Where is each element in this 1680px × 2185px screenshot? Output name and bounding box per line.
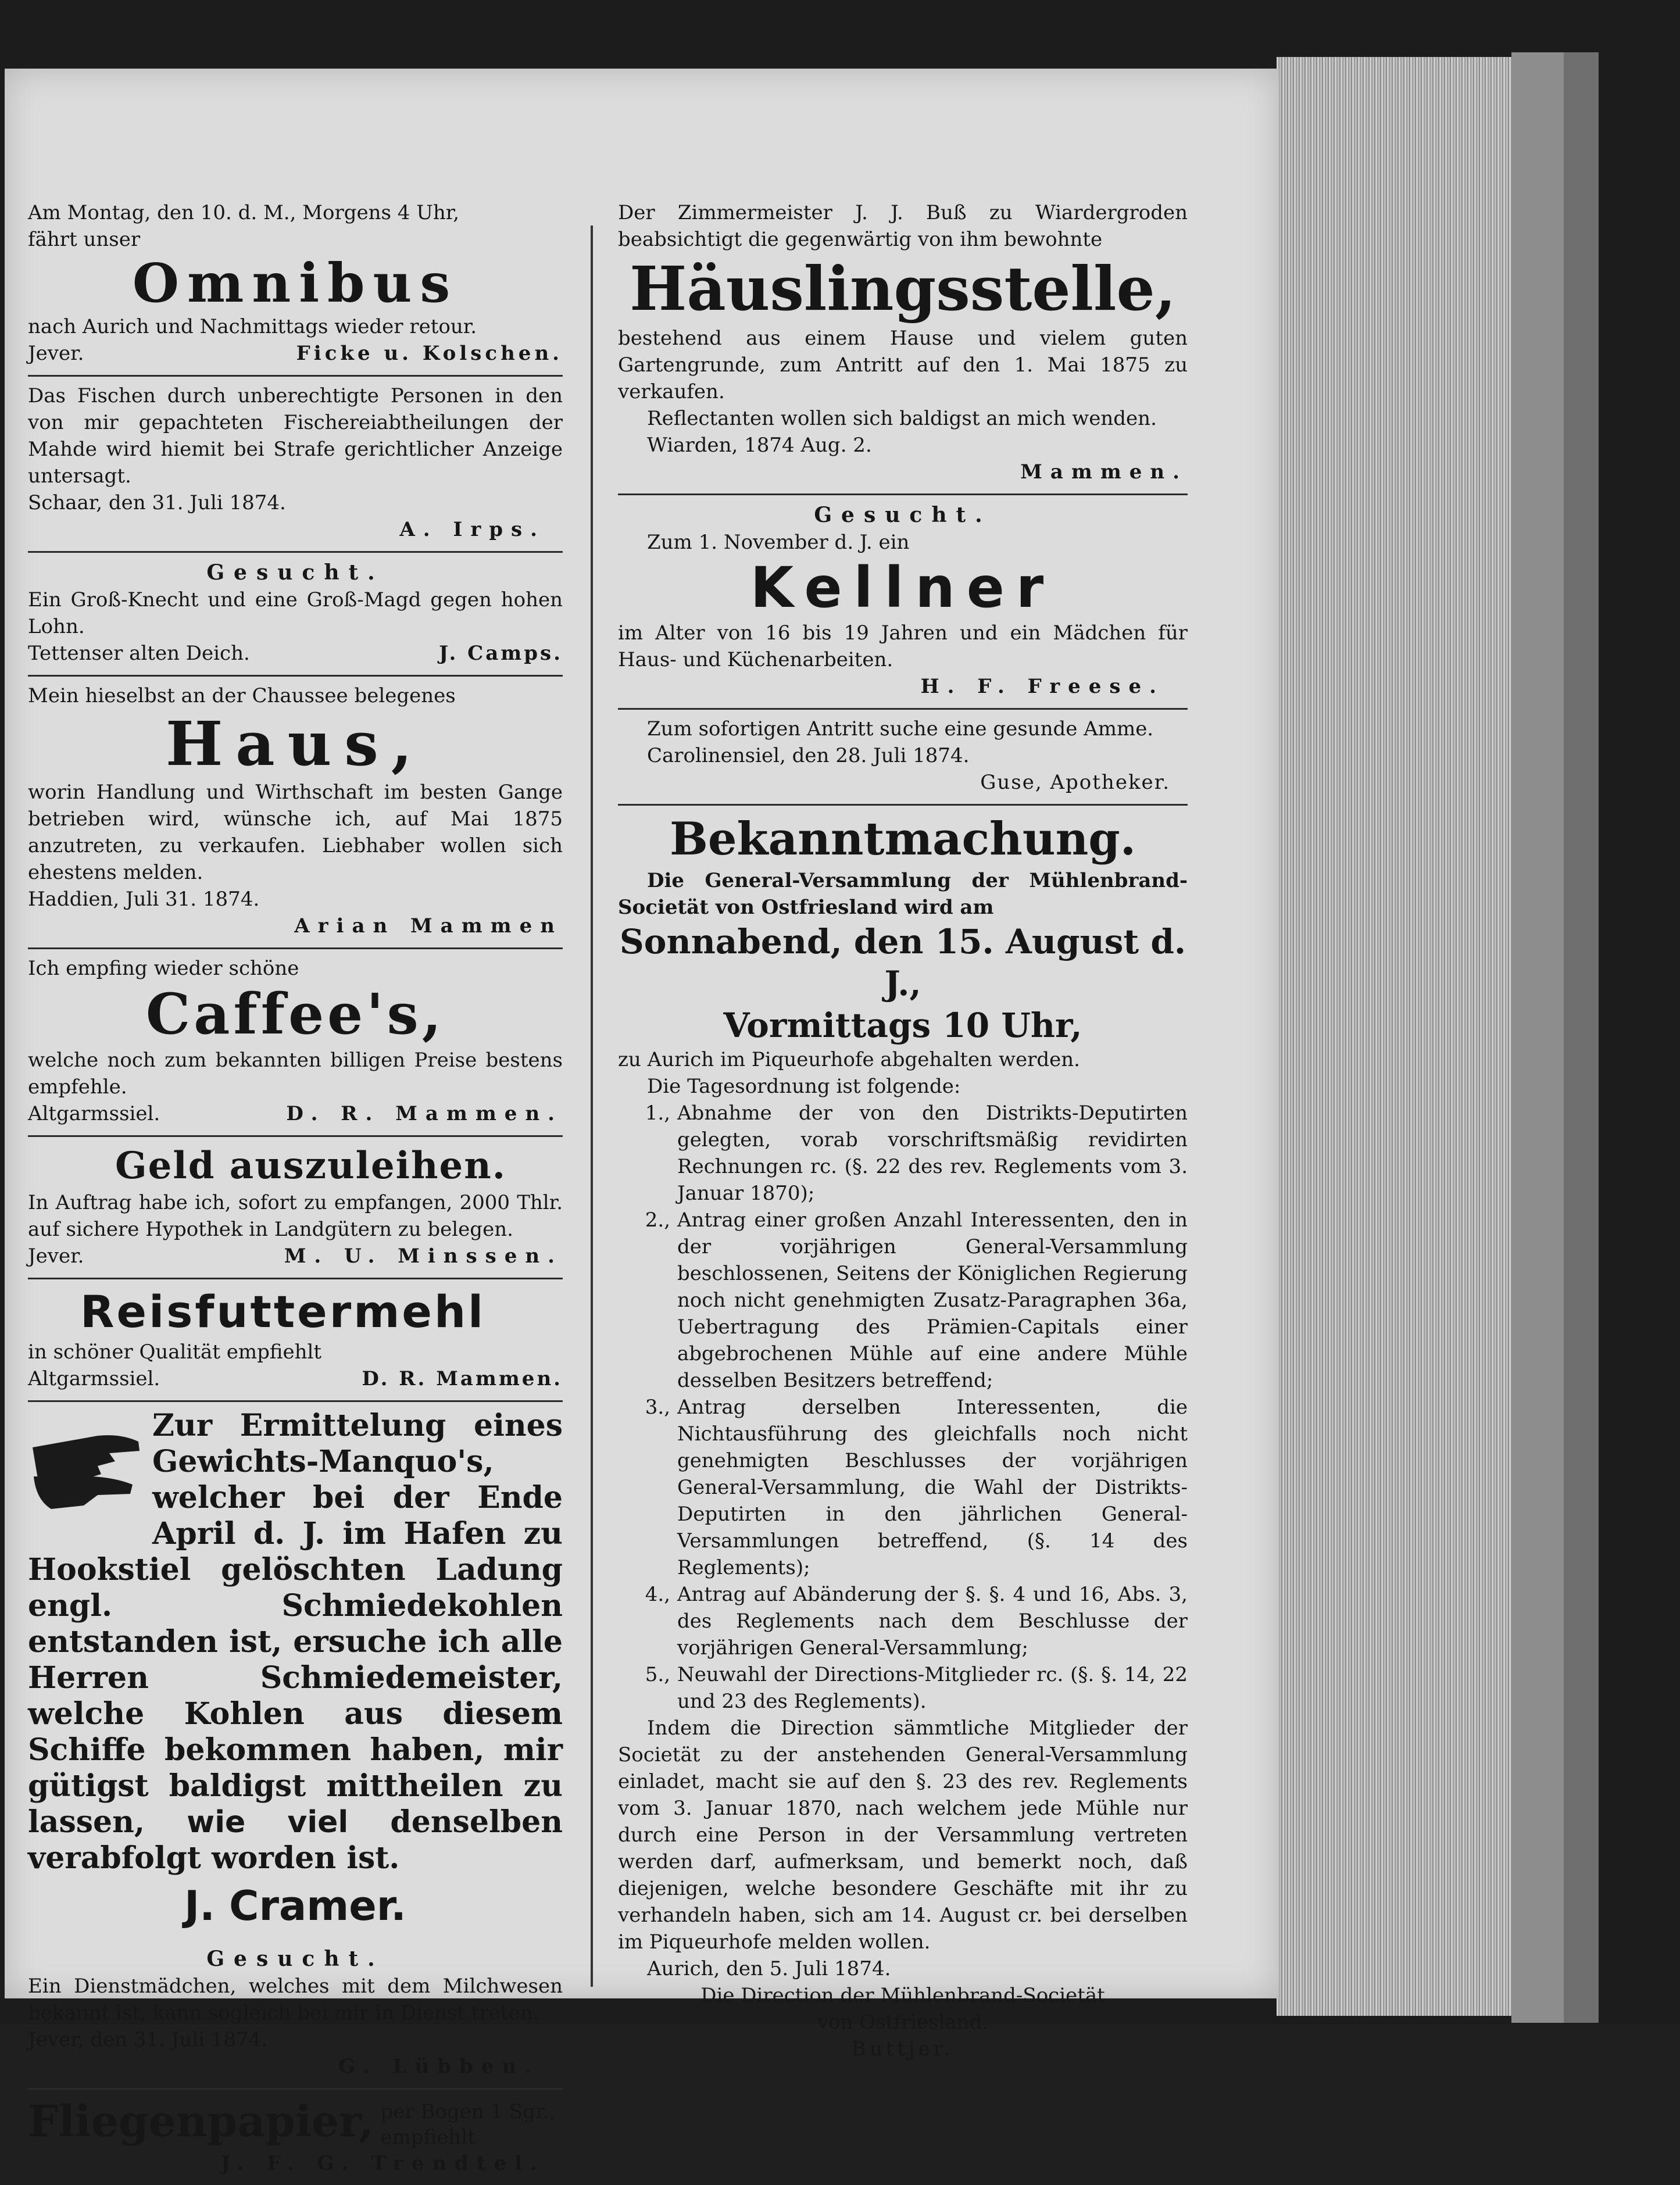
ad-text: Zum sofortigen Antritt suche eine gesunde Amme.	[647, 717, 1154, 741]
ad-heading: Gesucht.	[206, 560, 384, 585]
ad-footer	[28, 640, 563, 667]
ad-signature-line: von Ostfriesland.	[817, 2011, 989, 2034]
agenda-item: 3., Antrag derselben Interessenten, die Nichtausführung des gleichfalls noch nicht genehmigten Beschlusses der vorjährigen General-Versammlung, die Wahl der Distrikts-Deputirten in den jährlichen General-Versammlungen betreffend, (§. 14 des Reglements);	[645, 1396, 1188, 1579]
ad-signature: G. Lübben.	[338, 2055, 539, 2078]
ad-date: Aurich, den 5. Juli 1874.	[647, 1957, 891, 1980]
ad-place: zu Aurich im Piqueurhofe abgehalten werden.	[618, 1048, 1080, 1071]
right-column	[618, 194, 1188, 2070]
ad-text: Ein Groß-Knecht und eine Groß-Magd gegen hohen Lohn.	[28, 588, 563, 638]
ad-date: Schaar, den 31. Juli 1874.	[28, 491, 286, 514]
book-cover-edge	[1564, 52, 1599, 2023]
ad-place: Tettenser alten Deich.	[28, 642, 250, 665]
ad-date: Haddien, Juli 31. 1874.	[28, 888, 260, 911]
ad-title: Bekanntmachung.	[670, 813, 1136, 866]
ad-text: Das Fischen durch unberechtigte Personen in den von mir gepachteten Fischereiabtheilungen der Mahde wird hiemit bei Strafe gerichtlicher Anzeige untersagt.	[28, 384, 563, 488]
ad-intro: Die General-Versammlung der Mühlenbrand-Societät von Ostfriesland wird am	[618, 869, 1188, 919]
ad-signature: H. F. Freese.	[920, 675, 1164, 698]
agenda-item: 2., Antrag einer großen Anzahl Interessenten, den in der vorjährigen General-Versammlung beschlossenen, Seitens der Königlichen Regierung noch nicht genehmigten Zusatz-Paragraphen 36a, Uebertragung des Prämien-Capitals einer abgebrochenen Mühle auf eine andere Mühle desselben Besitzers betreffend;	[645, 1208, 1188, 1392]
ad-cramer	[28, 1402, 563, 1939]
ad-place: Jever.	[28, 342, 84, 365]
ad-fliegenpapier	[28, 2090, 563, 2185]
ad-text: im Alter von 16 bis 19 Jahren und ein Mädchen für Haus- und Küchenarbeiten.	[618, 621, 1188, 671]
ad-title: Haus,	[165, 708, 426, 779]
ad-signature: J. Cramer.	[184, 1882, 406, 1930]
ad-place: Altgarmssiel.	[28, 1367, 160, 1390]
ad-title: Geld auszuleihen.	[115, 1144, 507, 1188]
pointing-hand-icon	[28, 1412, 144, 1517]
ad-bekanntmachung	[618, 806, 1188, 2070]
ad-signature: Guse, Apotheker.	[980, 771, 1170, 794]
ad-title: Caffee's,	[145, 981, 445, 1047]
ad-signature: J. Camps.	[439, 642, 563, 665]
ad-signature: Buttjer.	[851, 2037, 955, 2061]
ad-body	[28, 2095, 563, 2150]
ad-geld	[28, 1137, 563, 1279]
ad-line: fährt unser	[28, 228, 141, 251]
ad-line: Mein hieselbst an der Chaussee belegenes	[28, 684, 456, 707]
ad-signature: D. R. Mammen.	[362, 1367, 563, 1390]
column-divider	[591, 226, 593, 1987]
ad-title: Reisfuttermehl	[80, 1286, 486, 1338]
ad-footer	[28, 340, 563, 367]
ad-gesucht-dienstmaedchen	[28, 1939, 563, 2090]
ad-date: Wiarden, 1874 Aug. 2.	[647, 434, 872, 457]
ad-title: Häuslingsstelle,	[630, 253, 1176, 324]
left-column	[28, 194, 563, 2185]
agenda-list	[618, 1100, 1188, 1715]
ad-line: Ich empfing wieder schöne	[28, 957, 299, 980]
ad-title: Omnibus	[132, 252, 459, 314]
ad-reisfuttermehl	[28, 1279, 563, 1402]
ad-amme	[618, 710, 1188, 806]
ad-closing: Indem die Direction sämmtliche Mitglieder der Societät zu der anstehenden General-Versammlung einladet, macht sie auf den §. 23 des rev. Reglements vom 3. Januar 1870, nach welchem jede Mühle nur durch eine Person in der Versammlung vertreten werden darf, aufmerksam, und bemerkt noch, daß diejenigen, welche besondere Geschäfte mit ihr zu verhandeln haben, sich am 14. August cr. bei derselben im Piqueurhofe melden wollen.	[618, 1716, 1188, 1954]
ad-signature-line: Die Direction der Mühlenbrand-Societät	[700, 1984, 1105, 2007]
ad-emphasis: wie viel	[187, 1805, 349, 1840]
ad-title: Kellner	[750, 555, 1056, 620]
ad-haeuslingsstelle	[618, 194, 1188, 495]
ad-text: Ein Dienstmädchen, welches mit dem Milchwesen bekannt ist, kann sogleich bei mir in Dienst treten.	[28, 1975, 563, 2025]
ad-line: Der Zimmermeister J. J. Buß zu Wiardergroden beabsichtigt die gegenwärtig von ihm bewohnte	[618, 201, 1188, 251]
ad-line: Am Montag, den 10. d. M., Morgens 4 Uhr,	[28, 201, 460, 224]
ad-caffee	[28, 949, 563, 1137]
ad-footer	[28, 1100, 563, 1127]
ad-signature: A. Irps.	[399, 518, 545, 541]
ad-text: welche noch zum bekannten billigen Preise bestens empfehle.	[28, 1049, 563, 1099]
ad-text: In Auftrag habe ich, sofort zu empfangen, 2000 Thlr. auf sichere Hypothek in Landgütern zu belegen.	[28, 1191, 563, 1241]
ad-line: Reflectanten wollen sich baldigst an mich wenden.	[647, 407, 1157, 430]
ad-haus	[28, 677, 563, 949]
ad-footer	[28, 1243, 563, 1269]
ad-heading: Gesucht.	[814, 503, 992, 527]
ad-signature: Ficke u. Kolschen.	[296, 342, 563, 365]
agenda-item: 4., Antrag auf Abänderung der §. §. 4 und 16, Abs. 3, des Reglements nach dem Beschlusse der vorjährigen General-Versammlung;	[645, 1583, 1188, 1660]
ad-date: Jever, den 31. Juli 1874.	[28, 2028, 268, 2051]
ad-line: Zum 1. November d. J. ein	[647, 531, 910, 554]
agenda-item: 1., Abnahme der von den Distrikts-Deputirten gelegten, vorab vorschriftsmäßig revidirten Rechnungen rc. (§. 22 des rev. Reglements vom 3. Januar 1870);	[645, 1102, 1188, 1205]
ad-signature: Arian Mammen	[294, 914, 563, 938]
ad-line: in schöner Qualität empfiehlt	[28, 1340, 322, 1364]
ad-gesucht-knecht	[28, 553, 563, 677]
ad-fischen	[28, 377, 563, 553]
agenda-item: 5., Neuwahl der Directions-Mitglieder rc. (§. §. 14, 22 und 23 des Reglements).	[645, 1663, 1188, 1713]
agenda-intro: Die Tagesordnung ist folgende:	[647, 1075, 961, 1098]
ad-signature: Mammen.	[1020, 460, 1188, 484]
ad-title: Fliegenpapier,	[28, 2097, 374, 2147]
ad-signature: D. R. Mammen.	[286, 1102, 563, 1125]
ad-omnibus	[28, 194, 563, 377]
ad-footer	[28, 1365, 563, 1392]
ad-price: per Bogen 1 Sgr., empfiehlt	[380, 2100, 556, 2149]
newspaper-page	[5, 69, 1279, 2175]
ad-kellner	[618, 495, 1188, 710]
ad-text: bestehend aus einem Hause und vielem guten Gartengrunde, zum Antritt auf den 1. Mai 1875 zu verkaufen.	[618, 327, 1188, 403]
ad-date: Carolinensiel, den 28. Juli 1874.	[647, 744, 970, 767]
ad-signature: M. U. Minssen.	[284, 1245, 563, 1268]
book-page-edges	[1277, 57, 1538, 2016]
ad-text: Zur Ermittelung eines Gewichts-Manquo's, welcher bei der Ende April d. J. im Hafen zu Hookstiel gelöschten Ladung engl. Schmiedekohlen entstanden ist, ersuche ich alle Herren Schmiedemeister, welche Kohlen aus diesem Schiffe bekommen haben, mir gütigst baldigst mittheilen zu lassen, wie viel denselben verabfolgt worden ist.	[28, 1408, 563, 1876]
ad-place: Altgarmssiel.	[28, 1102, 160, 1125]
ad-date-big: Sonnabend, den 15. August d. J.,	[619, 922, 1186, 1003]
ad-line: nach Aurich und Nachmittags wieder retour.	[28, 315, 477, 338]
ad-text: worin Handlung und Wirthschaft im besten Gange betrieben wird, wünsche ich, auf Mai 1875 anzutreten, zu verkaufen. Liebhaber wollen sich ehestens melden.	[28, 781, 563, 884]
ad-place: Jever.	[28, 1245, 84, 1268]
ad-signature: J. F. G. Trendtel.	[221, 2152, 545, 2175]
ad-time-big: Vormittags 10 Uhr,	[723, 1006, 1082, 1045]
ad-heading: Gesucht.	[206, 1947, 384, 1971]
